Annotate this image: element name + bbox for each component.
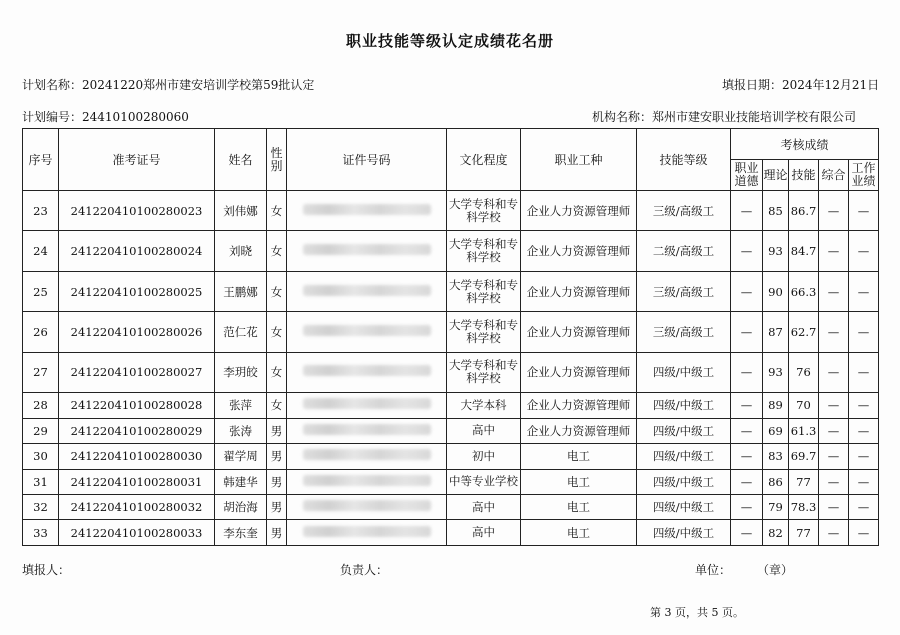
row-seq: 26 xyxy=(23,312,59,352)
redacted-id-blur xyxy=(303,424,431,435)
table-row xyxy=(23,312,879,352)
row-education: 高中 xyxy=(447,520,521,546)
plan-name-value: 20241220郑州市建安培训学校第59批认定 xyxy=(82,78,315,92)
row-seq: 25 xyxy=(23,271,59,311)
row-gender: 女 xyxy=(267,312,287,352)
row-level: 三级/高级工 xyxy=(637,271,731,311)
row-theory: 93 xyxy=(763,231,789,271)
row-comprehensive: — xyxy=(819,312,849,352)
row-theory: 83 xyxy=(763,444,789,469)
row-job: 企业人力资源管理师 xyxy=(521,312,637,352)
row-name: 刘晓 xyxy=(215,231,267,271)
header-performance: 工作业绩 xyxy=(849,160,879,191)
row-seq: 29 xyxy=(23,418,59,443)
row-name: 刘伟娜 xyxy=(215,191,267,231)
row-seq: 27 xyxy=(23,352,59,392)
table-row xyxy=(23,271,879,311)
row-level: 三级/高级工 xyxy=(637,191,731,231)
redacted-id-blur xyxy=(303,244,431,255)
fill-date-value: 2024年12月21日 xyxy=(782,78,880,92)
row-job: 企业人力资源管理师 xyxy=(521,418,637,443)
row-name: 王鹏娜 xyxy=(215,271,267,311)
row-ticket: 241220410100280025 xyxy=(59,271,215,311)
row-seq: 32 xyxy=(23,495,59,520)
redacted-id-blur xyxy=(303,204,431,215)
row-id-number xyxy=(287,444,447,469)
row-education: 大学专科和专科学校 xyxy=(447,231,521,271)
row-performance: — xyxy=(849,495,879,520)
row-education: 初中 xyxy=(447,444,521,469)
row-ticket: 241220410100280023 xyxy=(59,191,215,231)
row-gender: 男 xyxy=(267,469,287,494)
row-gender: 女 xyxy=(267,191,287,231)
row-theory: 86 xyxy=(763,469,789,494)
row-gender: 男 xyxy=(267,418,287,443)
row-ethics: — xyxy=(731,520,763,546)
unit-label: 单位： xyxy=(695,563,732,577)
row-ethics: — xyxy=(731,418,763,443)
row-job: 企业人力资源管理师 xyxy=(521,352,637,392)
row-job: 电工 xyxy=(521,520,637,546)
row-ticket: 241220410100280029 xyxy=(59,418,215,443)
row-ethics: — xyxy=(731,444,763,469)
plan-name-label: 计划名称： xyxy=(22,78,83,92)
row-theory: 87 xyxy=(763,312,789,352)
row-id-number xyxy=(287,191,447,231)
row-skill: 66.3 xyxy=(789,271,819,311)
row-id-number xyxy=(287,352,447,392)
row-id-number xyxy=(287,520,447,546)
row-seq: 24 xyxy=(23,231,59,271)
row-name: 胡治海 xyxy=(215,495,267,520)
row-job: 企业人力资源管理师 xyxy=(521,231,637,271)
row-theory: 89 xyxy=(763,393,789,418)
plan-number-label: 计划编号： xyxy=(22,110,83,124)
row-name: 张萍 xyxy=(215,393,267,418)
row-performance: — xyxy=(849,312,879,352)
row-education: 大学专科和专科学校 xyxy=(447,352,521,392)
row-gender: 男 xyxy=(267,495,287,520)
row-name: 李玥皎 xyxy=(215,352,267,392)
plan-name xyxy=(22,76,314,93)
seal-label: （章） xyxy=(757,563,794,577)
row-comprehensive: — xyxy=(819,191,849,231)
row-skill: 70 xyxy=(789,393,819,418)
row-seq: 23 xyxy=(23,191,59,231)
row-ethics: — xyxy=(731,352,763,392)
row-id-number xyxy=(287,495,447,520)
roster-table xyxy=(22,128,879,546)
row-id-number xyxy=(287,271,447,311)
row-skill: 84.7 xyxy=(789,231,819,271)
row-skill: 69.7 xyxy=(789,444,819,469)
header-scores: 考核成绩 xyxy=(731,129,879,160)
row-skill: 86.7 xyxy=(789,191,819,231)
row-id-number xyxy=(287,469,447,494)
redacted-id-blur xyxy=(303,398,431,409)
row-comprehensive: — xyxy=(819,352,849,392)
row-comprehensive: — xyxy=(819,231,849,271)
page-title: 职业技能等级认定成绩花名册 xyxy=(345,32,554,50)
redacted-id-blur xyxy=(303,449,431,460)
header-job: 职业工种 xyxy=(521,129,637,191)
redacted-id-blur xyxy=(303,500,431,511)
row-id-number xyxy=(287,312,447,352)
row-ticket: 241220410100280031 xyxy=(59,469,215,494)
row-level: 四级/中级工 xyxy=(637,444,731,469)
row-level: 四级/中级工 xyxy=(637,393,731,418)
row-name: 李东奎 xyxy=(215,520,267,546)
row-ticket: 241220410100280030 xyxy=(59,444,215,469)
row-theory: 93 xyxy=(763,352,789,392)
row-ticket: 241220410100280032 xyxy=(59,495,215,520)
table-row xyxy=(23,393,879,418)
organization-value: 郑州市建安职业技能培训学校有限公司 xyxy=(652,110,857,124)
row-job: 企业人力资源管理师 xyxy=(521,191,637,231)
redacted-id-blur xyxy=(303,365,431,376)
row-job: 企业人力资源管理师 xyxy=(521,393,637,418)
row-comprehensive: — xyxy=(819,418,849,443)
table-row xyxy=(23,191,879,231)
plan-number xyxy=(22,108,189,125)
row-comprehensive: — xyxy=(819,271,849,311)
table-row xyxy=(23,352,879,392)
row-seq: 33 xyxy=(23,520,59,546)
row-level: 四级/中级工 xyxy=(637,520,731,546)
row-name: 范仁花 xyxy=(215,312,267,352)
row-ethics: — xyxy=(731,469,763,494)
row-gender: 女 xyxy=(267,393,287,418)
row-performance: — xyxy=(849,444,879,469)
row-level: 四级/中级工 xyxy=(637,495,731,520)
row-performance: — xyxy=(849,418,879,443)
row-education: 大学专科和专科学校 xyxy=(447,271,521,311)
row-performance: — xyxy=(849,191,879,231)
table-row xyxy=(23,444,879,469)
page-number: 第 3 页，共 5 页。 xyxy=(650,606,744,619)
row-level: 二级/高级工 xyxy=(637,231,731,271)
redacted-id-blur xyxy=(303,475,431,486)
redacted-id-blur xyxy=(303,325,431,336)
row-performance: — xyxy=(849,469,879,494)
row-performance: — xyxy=(849,393,879,418)
row-id-number xyxy=(287,393,447,418)
header-name: 姓名 xyxy=(215,129,267,191)
responsible-label: 负责人： xyxy=(340,563,389,577)
roster-body xyxy=(23,191,879,546)
table-row xyxy=(23,520,879,546)
row-ticket: 241220410100280026 xyxy=(59,312,215,352)
row-seq: 31 xyxy=(23,469,59,494)
row-comprehensive: — xyxy=(819,393,849,418)
row-gender: 女 xyxy=(267,352,287,392)
row-gender: 男 xyxy=(267,444,287,469)
redacted-id-blur xyxy=(303,285,431,296)
row-theory: 90 xyxy=(763,271,789,311)
row-id-number xyxy=(287,231,447,271)
row-gender: 女 xyxy=(267,271,287,311)
row-skill: 78.3 xyxy=(789,495,819,520)
row-comprehensive: — xyxy=(819,469,849,494)
header-id: 证件号码 xyxy=(287,129,447,191)
table-row xyxy=(23,495,879,520)
row-education: 中等专业学校 xyxy=(447,469,521,494)
row-gender: 男 xyxy=(267,520,287,546)
header-seq: 序号 xyxy=(23,129,59,191)
table-row xyxy=(23,469,879,494)
table-row xyxy=(23,418,879,443)
row-theory: 85 xyxy=(763,191,789,231)
row-level: 四级/中级工 xyxy=(637,469,731,494)
row-ticket: 241220410100280033 xyxy=(59,520,215,546)
plan-number-value: 24410100280060 xyxy=(82,110,189,124)
row-name: 翟学周 xyxy=(215,444,267,469)
row-comprehensive: — xyxy=(819,495,849,520)
row-skill: 77 xyxy=(789,520,819,546)
row-name: 张涛 xyxy=(215,418,267,443)
row-theory: 79 xyxy=(763,495,789,520)
row-performance: — xyxy=(849,520,879,546)
row-skill: 76 xyxy=(789,352,819,392)
row-job: 电工 xyxy=(521,495,637,520)
row-ticket: 241220410100280028 xyxy=(59,393,215,418)
row-job: 电工 xyxy=(521,444,637,469)
row-level: 四级/中级工 xyxy=(637,352,731,392)
redacted-id-blur xyxy=(303,526,431,537)
row-education: 大学专科和专科学校 xyxy=(447,191,521,231)
row-ethics: — xyxy=(731,312,763,352)
row-education: 高中 xyxy=(447,418,521,443)
row-comprehensive: — xyxy=(819,444,849,469)
row-gender: 女 xyxy=(267,231,287,271)
header-theory: 理论 xyxy=(763,160,789,191)
filler-label: 填报人： xyxy=(22,563,71,577)
header-ticket: 准考证号 xyxy=(59,129,215,191)
organization-label: 机构名称： xyxy=(592,110,653,124)
header-comprehensive: 综合 xyxy=(819,160,849,191)
fill-date-label: 填报日期： xyxy=(722,78,783,92)
row-education: 大学专科和专科学校 xyxy=(447,312,521,352)
row-performance: — xyxy=(849,352,879,392)
row-skill: 62.7 xyxy=(789,312,819,352)
row-ethics: — xyxy=(731,393,763,418)
row-seq: 28 xyxy=(23,393,59,418)
row-job: 电工 xyxy=(521,469,637,494)
row-education: 大学本科 xyxy=(447,393,521,418)
fill-date xyxy=(722,76,879,93)
row-ethics: — xyxy=(731,271,763,311)
header-ethics: 职业道德 xyxy=(731,160,763,191)
header-skill: 技能 xyxy=(789,160,819,191)
row-skill: 61.3 xyxy=(789,418,819,443)
row-ticket: 241220410100280027 xyxy=(59,352,215,392)
row-ethics: — xyxy=(731,191,763,231)
row-level: 四级/中级工 xyxy=(637,418,731,443)
row-skill: 77 xyxy=(789,469,819,494)
row-theory: 69 xyxy=(763,418,789,443)
row-ticket: 241220410100280024 xyxy=(59,231,215,271)
unit-field xyxy=(695,561,793,578)
row-performance: — xyxy=(849,271,879,311)
row-comprehensive: — xyxy=(819,520,849,546)
row-level: 三级/高级工 xyxy=(637,312,731,352)
row-job: 企业人力资源管理师 xyxy=(521,271,637,311)
row-performance: — xyxy=(849,231,879,271)
row-ethics: — xyxy=(731,231,763,271)
row-ethics: — xyxy=(731,495,763,520)
header-gender: 性别 xyxy=(267,129,287,191)
table-row xyxy=(23,231,879,271)
header-education: 文化程度 xyxy=(447,129,521,191)
row-seq: 30 xyxy=(23,444,59,469)
row-theory: 82 xyxy=(763,520,789,546)
row-id-number xyxy=(287,418,447,443)
organization xyxy=(592,108,856,125)
header-level: 技能等级 xyxy=(637,129,731,191)
row-education: 高中 xyxy=(447,495,521,520)
row-name: 韩建华 xyxy=(215,469,267,494)
